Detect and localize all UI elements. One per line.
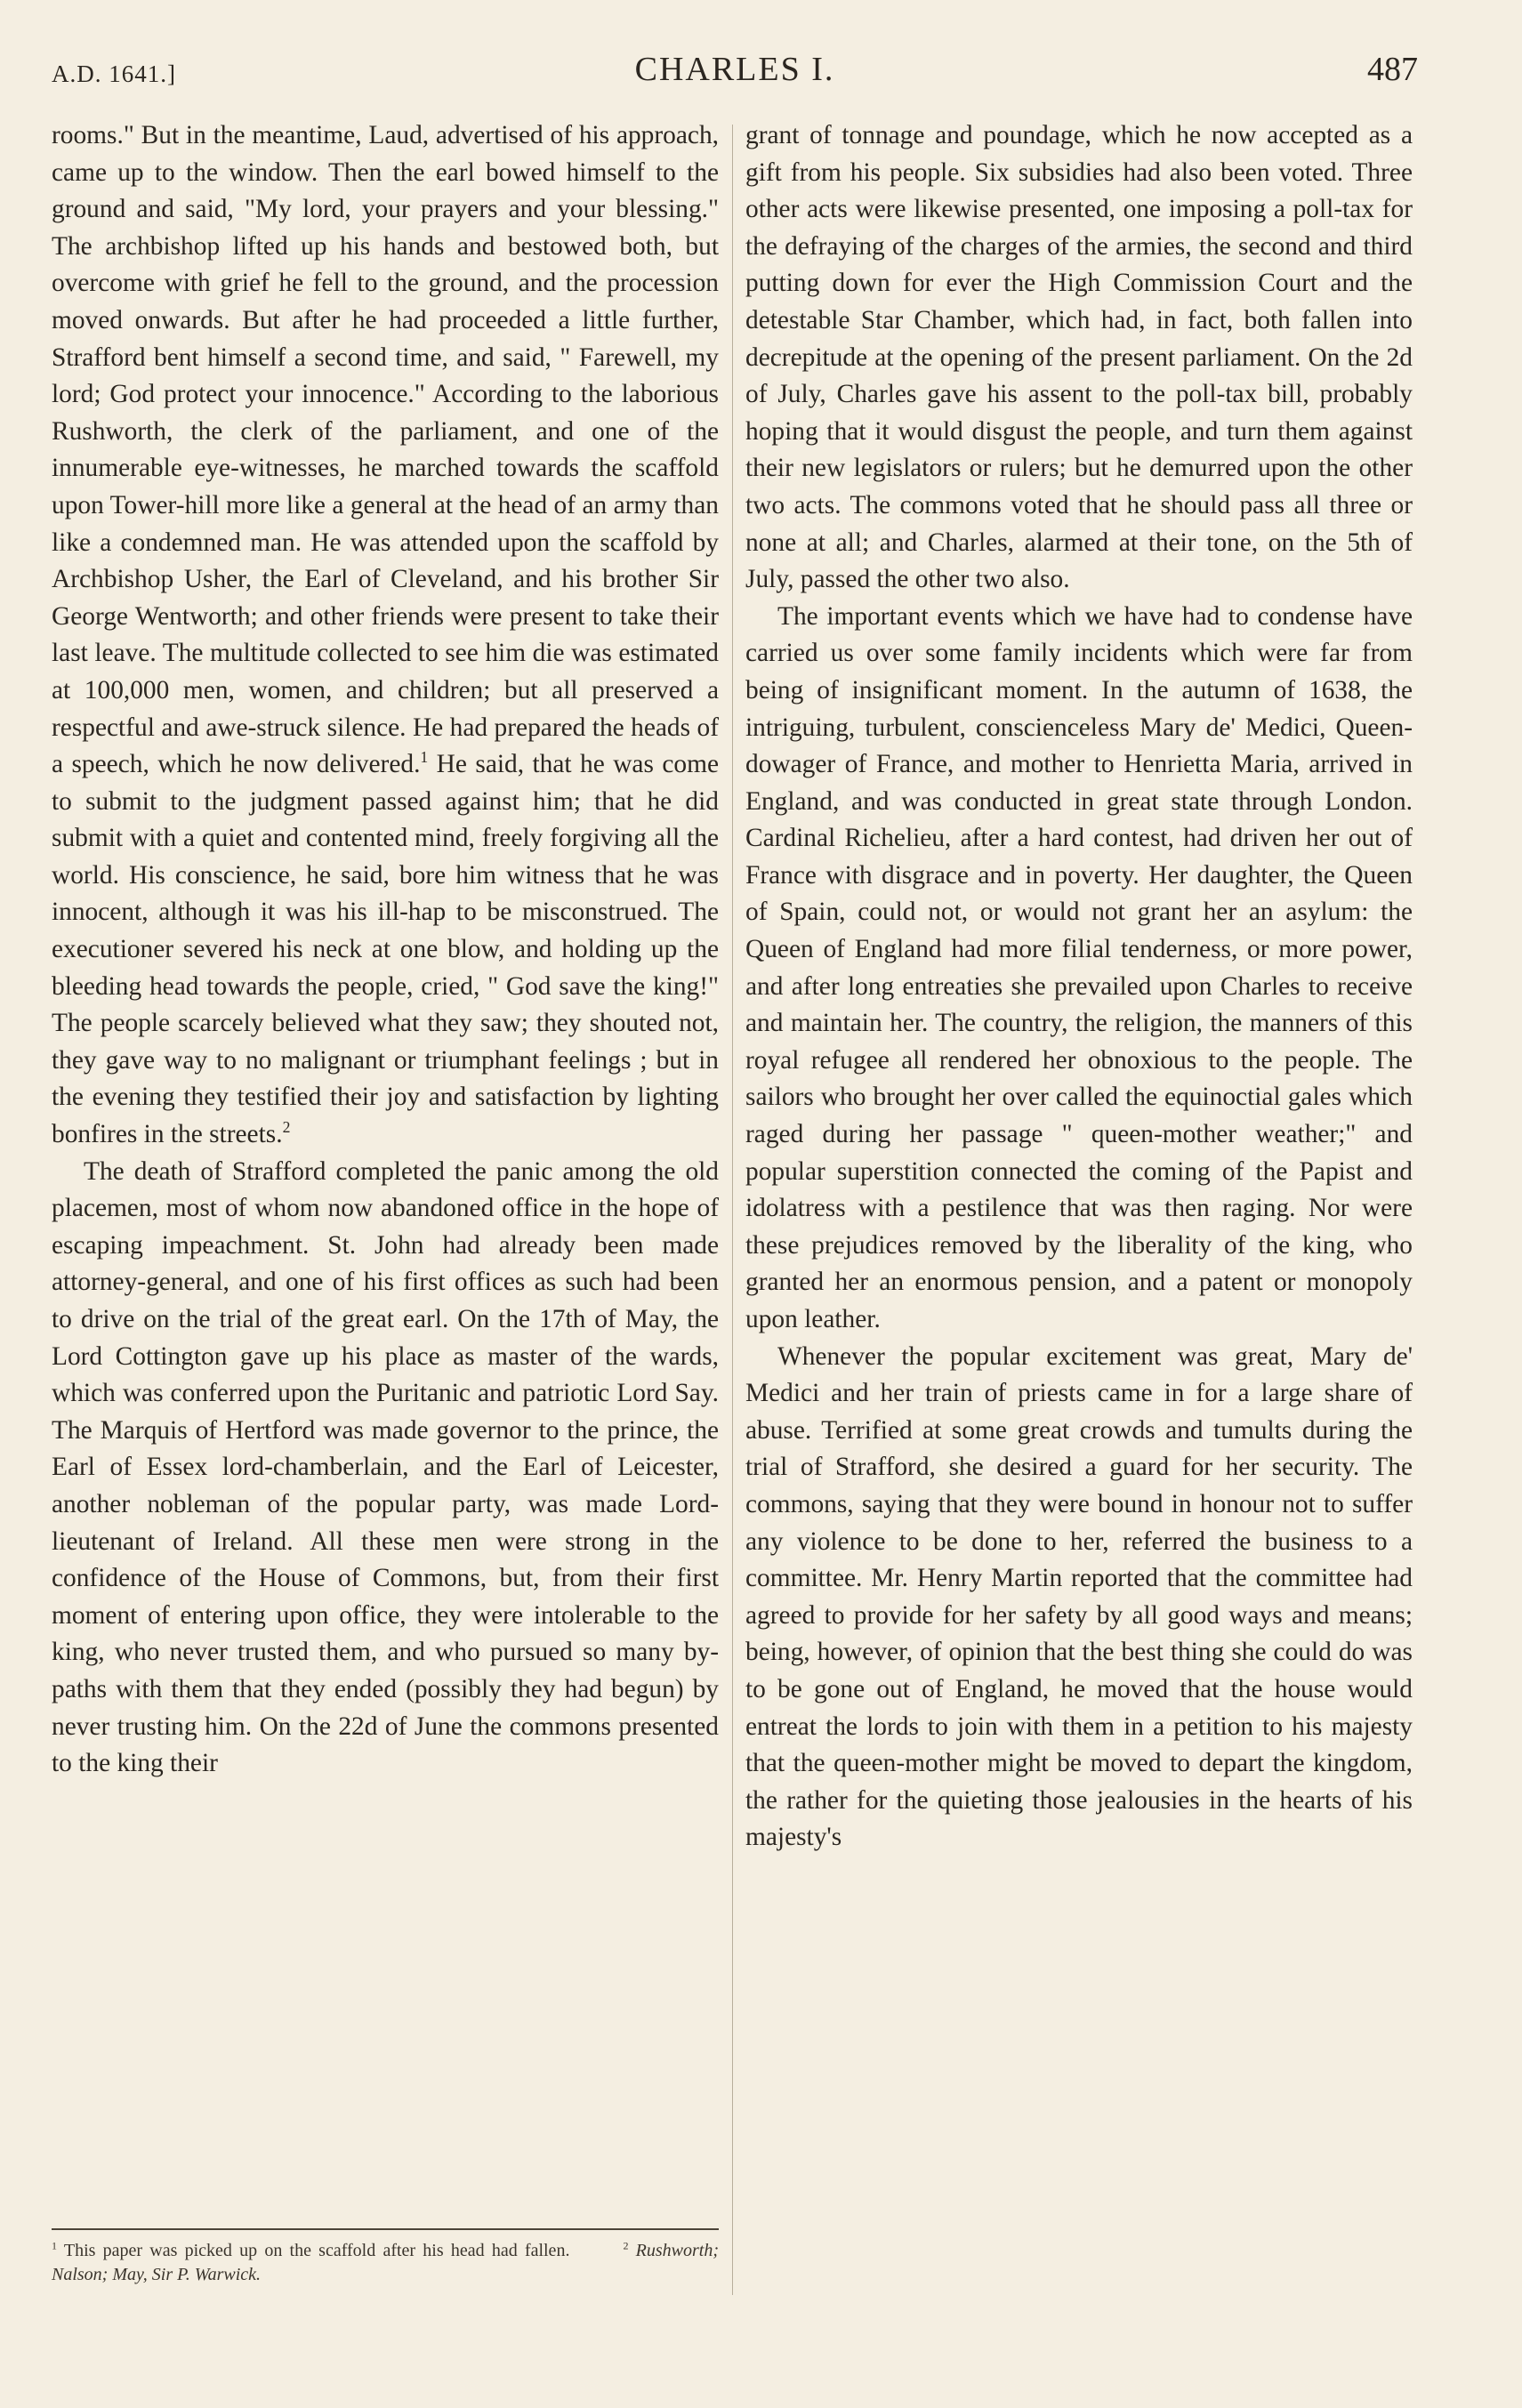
page-number: 487 [1367,51,1418,88]
left-paragraph-1 [52,117,719,1154]
right-paragraph-2: The important events which we have had to condense have carried us over some family incidents which were far from being of insignificant moment. In the autumn of 1638, the intriguing, turbulent, conscienceless Mary de' Medici, Queen-dowager of France, and mother to Henrietta Maria, arrived in England, and was conducted in great state through London. Cardinal Richelieu, after a hard contest, had driven her out of France with disgrace and in poverty. Her daughter, the Queen of Spain, could not, or would not grant her an asylum: the Queen of England had more filial tenderness, or more power, and after long entreaties she prevailed upon Charles to receive and maintain her. The country, the religion, the manners of this royal refugee all rendered her obnoxious to the people. The sailors who brought her over called the equinoctial gales which raged during her passage " queen-mother weather;" and popular superstition connected the coming of the Papist and idolatress with a pestilence that was then raging. Nor were these prejudices removed by the liberality of the king, who granted her an enormous pension, and a patent or monopoly upon leather. [745,601,1413,1333]
left-paragraph-1-cont: He said, that he was come to submit to the judgment passed against him; that he did submit with a quiet and contented mind, freely forgiving all the world. His conscience, he said, bore him witness that he was innocent, although it was his ill-hap to be misconstrued. The executioner severed his neck at one blow, and holding up the bleeding head towards the people, cried, " God save the king!" The people scarcely believed what they saw; they shouted not, they gave way to no malignant or triumphant feelings ; but in the evening they testified their joy and satisfaction by lighting bonfires in the streets. [52,750,719,1149]
left-column [52,117,719,1783]
footnote-2-mark: 2 [623,2239,629,2252]
left-paragraph-2: The death of Strafford completed the panic among the old placemen, most of whom now abandoned office in the hope of escaping impeachment. St. John had already been made attorney-general, and one of his first offices as such had been to drive on the trial of the great earl. On the 17th of May, the Lord Cottington gave up his place as master of the wards, which was conferred upon the Puritanic and patriotic Lord Say. The Marquis of Hertford was made governor to the prince, the Earl of Essex lord-chamberlain, and the Earl of Leicester, another nobleman of the popular party, was made Lord-lieutenant of Ireland. All these men were strong in the confidence of the House of Commons, but, from their first moment of entering upon office, they were intolerable to the king, who never trusted them, and who pursued so many by-paths with them that they ended (possibly they had begun) by never trusting him. On the 22d of June the commons presented to the king their [52,1156,719,1778]
column-divider [732,125,733,2295]
right-column [745,117,1413,1856]
header-title: CHARLES I. [634,51,835,88]
footnotes [52,2239,719,2287]
running-head [52,46,1418,100]
footnote-rule [52,2228,719,2230]
right-paragraph-3: Whenever the popular excitement was great, Mary de' Medici and her train of priests came in for a large share of abuse. Terrified at some great crowds and tumults during the trial of Strafford, she desired a guard for her security. The commons, saying that they were bound in honour not to suffer any violence to be done to her, referred the business to a committee. Mr. Henry Martin reported that the committee had agreed to provide for her safety by all good ways and means; being, however, of opinion that the best thing she could do was to be gone out of England, he moved that the house would entreat the lords to join with them in a petition to his majesty that the queen-mother might be moved to depart the kingdom, the rather for the quieting those jealousies in the hearts of his majesty's [745,1341,1413,1852]
footnote-1-text: This paper was picked up on the scaffold after his head had fallen. [57,2241,570,2260]
left-paragraph-1-text: rooms." But in the meantime, Laud, advertised of his approach, came up to the window. Then the earl bowed himself to the ground and said, "My lord, your prayers and your blessing." The archbishop lifted up his hands and bestowed both, but overcome with grief he fell to the ground, and the procession moved onwards. But after he had proceeded a little further, Strafford bent himself a second time, and said, " Farewell, my lord; God protect your innocence." According to the laborious Rushworth, the clerk of the parliament, and one of the innumerable eye-witnesses, he marched towards the scaffold upon Tower-hill more like a general at the head of an army than like a condemned man. He was attended upon the scaffold by Archbishop Usher, the Earl of Cleveland, and his brother Sir George Wentworth; and other friends were present to take their last leave. The multitude collected to see him die was estimated at 100,000 men, women, and children; but all preserved a respectful and awe-struck silence. He had prepared the heads of a speech, which he now delivered. [52,121,719,779]
footnote-1-mark: 1 [52,2239,57,2252]
footnote-ref-1: 1 [420,748,429,767]
footnote-2-text: Rushworth; Nalson; May, Sir P. Warwick. [52,2241,720,2284]
footnote-1 [52,2239,719,2287]
header-date: A.D. 1641.] [52,60,176,87]
right-paragraph-1: grant of tonnage and poundage, which he now accepted as a gift from his people. Six subsidies had also been voted. Three other acts were likewise presented, one imposing a poll-tax for the defraying of the charges of the armies, the second and third putting down for ever the High Commission Court and the detestable Star Chamber, which had, in fact, both fallen into decrepitude at the opening of the present parliament. On the 2d of July, Charles gave his assent to the poll-tax bill, probably hoping that it would disgust the people, and turn them against their new legislators or rulers; but he demurred upon the other two acts. The commons voted that he should pass all three or none at all; and Charles, alarmed at their tone, on the 5th of July, passed the other two also. [745,121,1413,594]
footnote-ref-2: 2 [282,1118,291,1137]
